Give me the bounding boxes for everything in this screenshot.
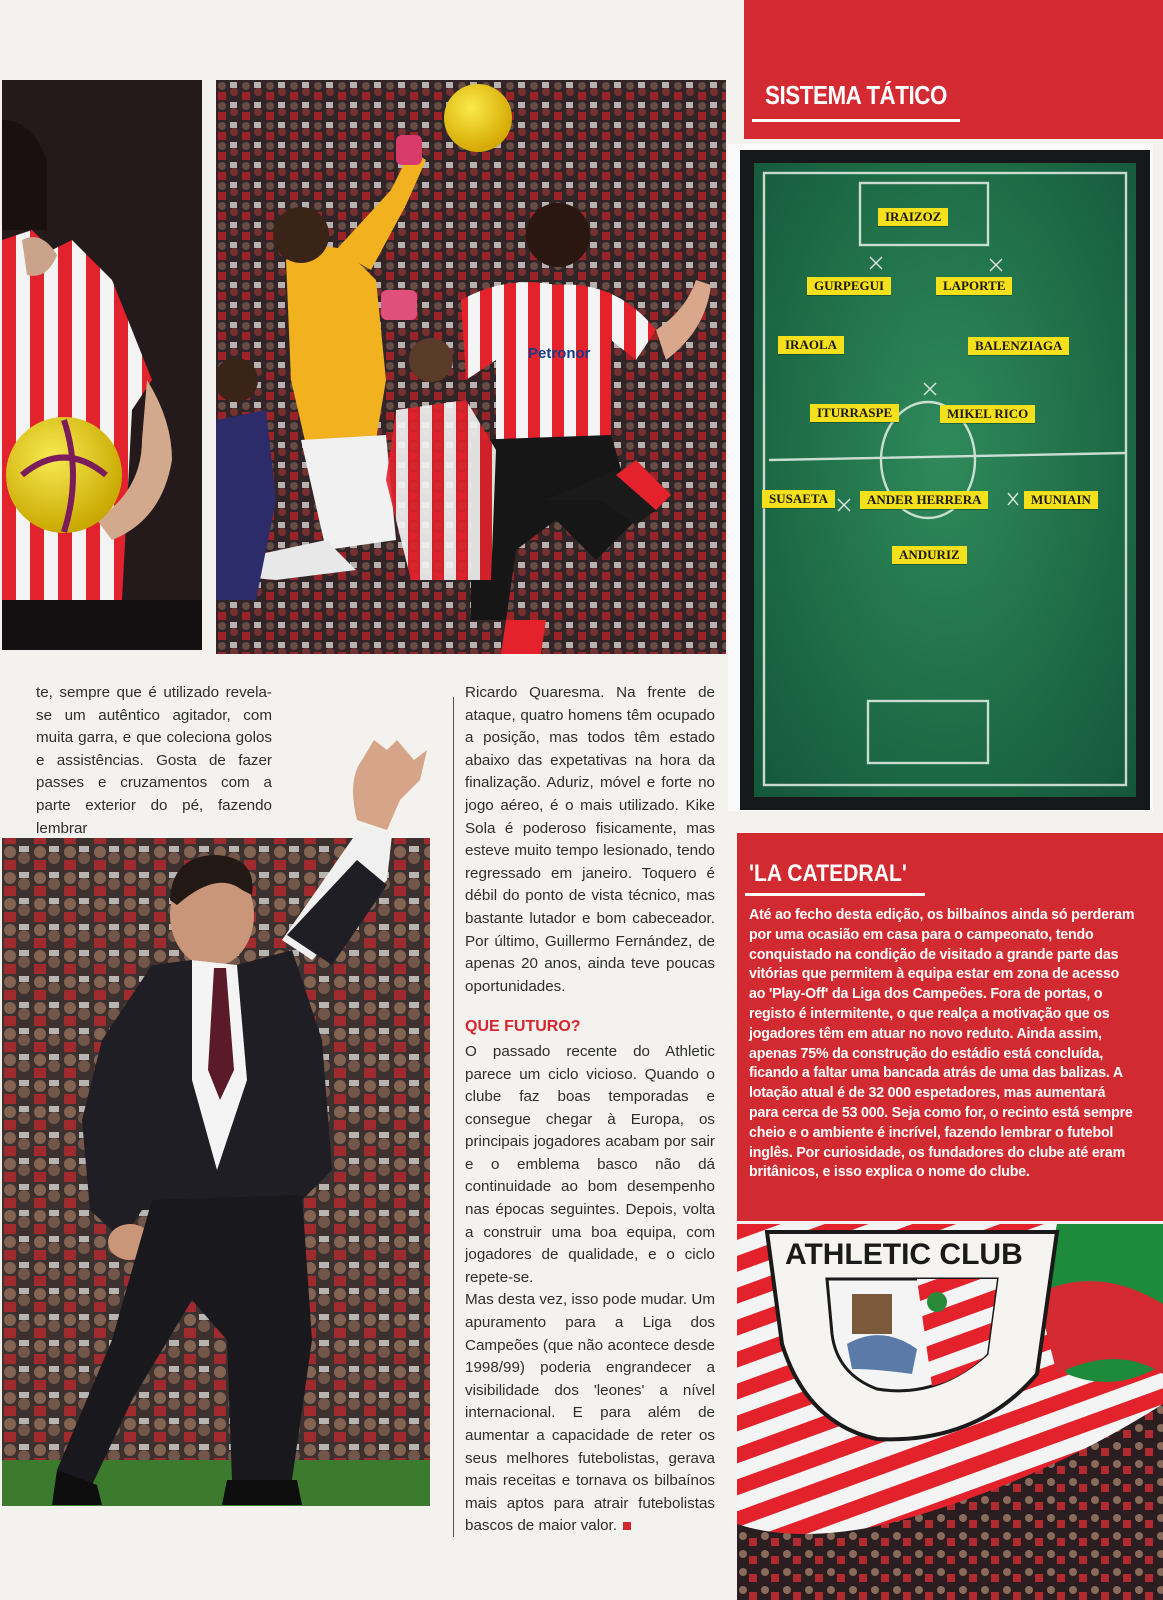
- football-pitch: [754, 163, 1136, 797]
- player-iraizoz: IRAIZOZ: [878, 208, 948, 226]
- photo-player-holding-ball: [2, 80, 202, 650]
- player-anduriz: ANDURIZ: [892, 546, 967, 564]
- middle-paragraph-1: Ricardo Quaresma. Na frente de ataque, quatro homens têm ocupado a posição, mas todos têm estado abaixo das expetativas na hora da finalização. Aduriz, móvel e forte no jogo aéreo, é o mais utilizado. Kike Sola é poderoso fisicamente, mas esteve muito tempo lesionado, tendo regressado em janeiro. Toquero é débil do ponto de vista técnico, mas bastante lutador e bom cabeceador. Por último, Guillermo Fernández, de apenas 20 anos, ainda teve poucas oportunidades.: [465, 684, 715, 995]
- photo-coach-waving: [2, 740, 430, 1506]
- left-paragraph: te, sempre que é utilizado revela-se um autêntico agitador, com muita garra, e que coleciona golos e assistências. Gosta de fazer passes e cruzamentos com a parte exterior do pé, fazendo lembrar: [36, 684, 272, 837]
- player-mikel-rico: MIKEL RICO: [940, 405, 1035, 423]
- player-ander-herrera: ANDER HERRERA: [860, 491, 988, 509]
- player-susaeta: SUSAETA: [762, 490, 835, 508]
- middle-paragraph-2: O passado recente do Athletic parece um ciclo vicioso. Quando o clube faz boas temporadas e consegue chegar à Europa, os principais jogadores acabam por sair e o emblema basco não dá continuidade ao bom desempenho nas épocas seguintes. Depois, volta a construir uma boa equipa, com jogadores de qualidade, e o ciclo repete-se.: [465, 1042, 715, 1286]
- la-catedral-underline: [745, 893, 925, 896]
- player-iraola: IRAOLA: [778, 336, 844, 354]
- photo-athletic-flag: [737, 1224, 1163, 1600]
- subheading-que-futuro: QUE FUTURO?: [465, 1018, 581, 1036]
- la-catedral-title: 'LA CATEDRAL': [749, 860, 907, 887]
- tactics-title: SISTEMA TÁTICO: [765, 80, 947, 110]
- player-iturraspe: ITURRASPE: [810, 404, 899, 422]
- player-gurpegui: GURPEGUI: [807, 277, 891, 295]
- photo-goalkeeper-action: [216, 80, 726, 654]
- player-balenziaga: BALENZIAGA: [968, 337, 1069, 355]
- player-laporte: LAPORTE: [936, 277, 1012, 295]
- column-divider: [453, 697, 454, 1537]
- flag-text: ATHLETIC CLUB: [785, 1238, 1023, 1271]
- sponsor-text: Petronor: [528, 345, 591, 362]
- pitch-lines: [754, 163, 1136, 797]
- end-of-article-mark: [623, 1522, 631, 1530]
- la-catedral-text: Até ao fecho desta edição, os bilbaínos ainda só perderam por uma ocasião em casa para o campeonato, tendo conquistado na condição de visitado a grande parte das vitórias que permitem à equipa estar em zona de acesso ao 'Play-Off' da Liga dos Campeões. Fora de portas, o registo é intermitente, o que realça a motivação que os jogadores têm em atuar no novo reduto. Ainda assim, apenas 75% da construção do estádio está concluída, ficando a faltar uma bancada atrás de uma das balizas. A lotação atual é de 32 000 espetadores, mas aumentará para cerca de 53 000. Seja como for, o recinto está sempre cheio e o ambiente é incrível, fazendo lembrar o futebol inglês. Por curiosidade, os fundadores do clube até eram britânicos, e isso explica o nome do clube.: [749, 907, 1135, 1181]
- player-muniain: MUNIAIN: [1024, 491, 1098, 509]
- middle-paragraph-3-text: Mas desta vez, isso pode mudar. Um apuramento para a Liga dos Campeões (que não acontece desde 1998/99) poderia engrandecer a visibilidade dos 'leones' a nível internacional. E para além de aumentar a capacidade de reter os seus melhores futebolistas, gerava mais receitas e tornava os bilbaínos mais aptos para atrair futebolistas bascos de maior valor.: [465, 1291, 715, 1535]
- middle-column-text: [465, 682, 715, 1538]
- tactics-title-underline: [752, 119, 960, 122]
- middle-paragraph-3: [465, 1289, 715, 1538]
